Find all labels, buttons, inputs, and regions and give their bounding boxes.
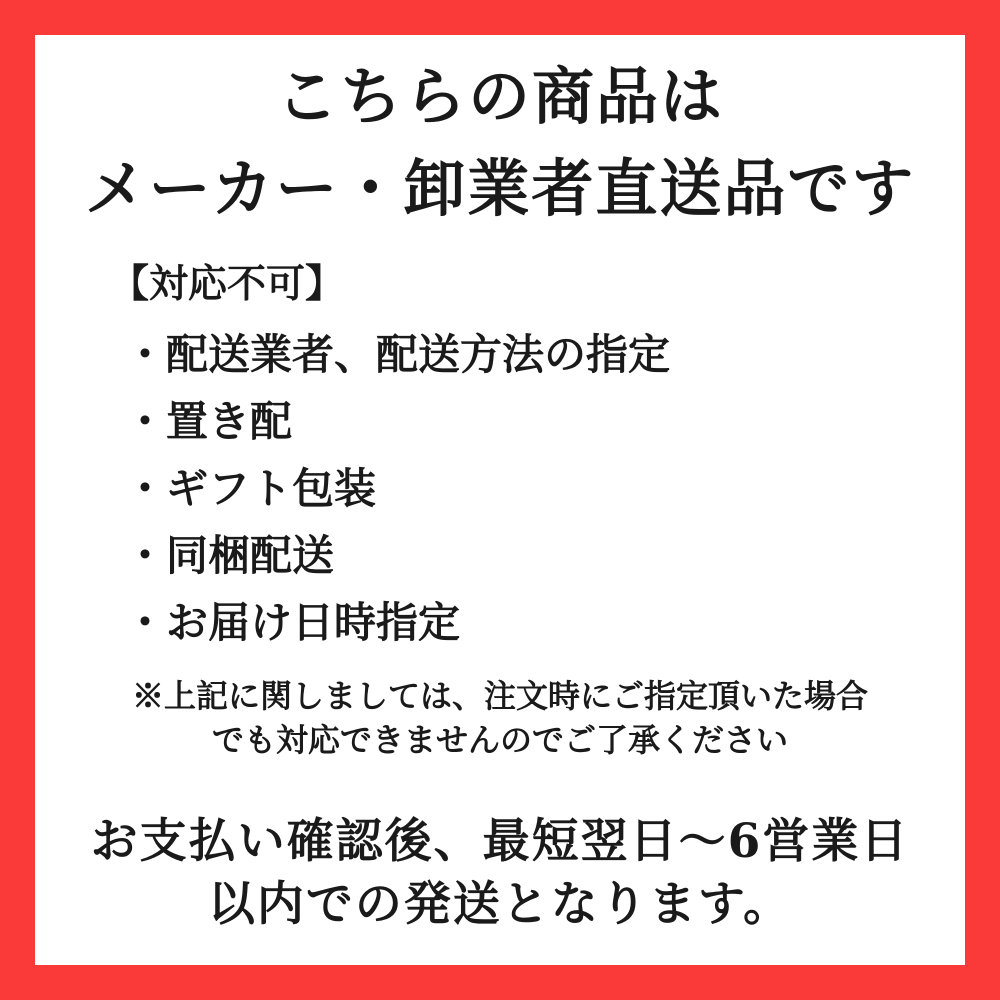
list-item [124,589,965,656]
unsupported-section [110,259,965,656]
poster-title-line2: メーカー・卸業者直送品です [84,152,916,225]
list-item [124,321,965,388]
disclaimer-note [35,674,965,762]
list-item-label: 置き配 [166,397,293,446]
list-item-label: 同梱配送 [166,531,335,580]
unsupported-heading: 【対応不可】 [110,261,345,307]
bullet-icon: ・ [124,598,167,647]
disclaimer-line1: ※上記に関しましては、注文時にご指定頂いた場合 [131,677,868,715]
bullet-icon: ・ [124,330,167,379]
poster-title [35,51,965,235]
list-item [124,455,965,522]
shipping-footer [35,810,965,936]
list-item-label: お届け日時指定 [166,598,461,647]
list-item-label: ギフト包装 [166,464,377,513]
shipping-footer-line2: 以内での発送となります。 [207,877,793,932]
poster-title-line1: こちらの商品は [275,60,724,133]
bullet-icon: ・ [124,464,167,513]
list-item-label: 配送業者、配送方法の指定 [166,330,671,379]
disclaimer-line2: でも対応できませんのでご了承ください [211,721,788,759]
shipping-footer-line1: お支払い確認後、最短翌日〜6営業日 [90,814,910,869]
unsupported-list [110,321,965,656]
list-item [124,522,965,589]
bullet-icon: ・ [124,531,167,580]
bullet-icon: ・ [124,397,167,446]
list-item [124,388,965,455]
